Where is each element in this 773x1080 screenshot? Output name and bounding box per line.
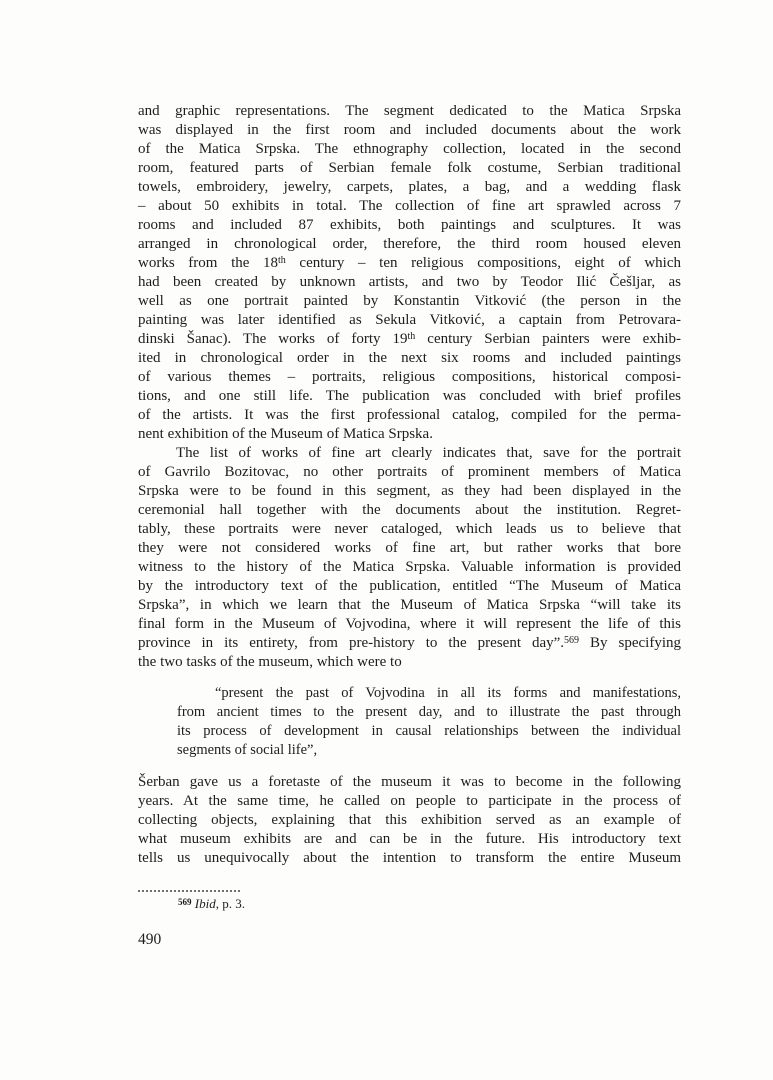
text-line: its process of development in causal relationships between the individual (177, 723, 681, 739)
text-line: by the introductory text of the publication, entitled “The Museum of Matica (138, 578, 681, 594)
text-line: works from the 18th century – ten religious compositions, eight of which (138, 255, 681, 271)
text-line: they were not considered works of fine art, but rather works that bore (138, 540, 681, 556)
text-line: of Gavrilo Bozitovac, no other portraits of prominent members of Matica (138, 464, 681, 480)
text-line: rooms and included 87 exhibits, both paintings and sculptures. It was (138, 217, 681, 233)
text-line: The list of works of fine art clearly indicates that, save for the portrait (176, 445, 681, 461)
text-line: segments of social life”, (177, 742, 318, 758)
text-line: Šerban gave us a foretaste of the museum it was to become in the following (138, 774, 681, 790)
footnote-area (138, 890, 681, 913)
text-line: of various themes – portraits, religious compositions, historical composi- (138, 369, 681, 385)
text-line: years. At the same time, he called on people to participate in the process of (138, 793, 681, 809)
text-line: tably, these portraits were never cataloged, which leads us to believe that (138, 521, 681, 537)
text-line: of the artists. It was the first professional catalog, compiled for the perma- (138, 407, 681, 423)
text-line: – about 50 exhibits in total. The collection of fine art sprawled across 7 (138, 198, 681, 214)
text-line: ceremonial hall together with the documents about the institution. Regret- (138, 502, 681, 518)
text-line: room, featured parts of Serbian female folk costume, Serbian traditional (138, 160, 681, 176)
footnote-separator (138, 890, 240, 892)
text-line: witness to the history of the Matica Srpska. Valuable information is provided (138, 559, 681, 575)
block-quote (177, 684, 681, 760)
text-line: tells us unequivocally about the intention to transform the entire Museum (138, 850, 681, 866)
text-line: was displayed in the first room and included documents about the work (138, 122, 681, 138)
text-line: arranged in chronological order, therefore, the third room housed eleven (138, 236, 681, 252)
paragraph-3 (138, 773, 681, 868)
footnote-text: $^{569}$ Ibid, p. 3. (178, 896, 245, 911)
text-content (138, 102, 681, 868)
text-line: well as one portrait painted by Konstantin Vitković (the person in the (138, 293, 681, 309)
page-number: 490 (138, 931, 162, 948)
text-line: tions, and one still life. The publication was concluded with brief profiles (138, 388, 681, 404)
paragraph-1 (138, 102, 681, 444)
text-line: and graphic representations. The segment dedicated to the Matica Srpska (138, 103, 681, 119)
text-line: what museum exhibits are and can be in the future. His introductory text (138, 831, 681, 847)
text-line: from ancient times to the present day, and to illustrate the past through (177, 704, 681, 720)
text-line: Srpska were to be found in this segment, as they had been displayed in the (138, 483, 681, 499)
text-line: dinski Šanac). The works of forty 19th century Serbian painters were exhib- (138, 331, 681, 347)
paragraph-2 (138, 444, 681, 672)
text-line: ited in chronological order in the next six rooms and included paintings (138, 350, 681, 366)
text-line: final form in the Museum of Vojvodina, where it will represent the life of this (138, 616, 681, 632)
text-line: province in its entirety, from pre-history to the present day”.$^{569}$ By specifying (138, 635, 681, 651)
text-line: the two tasks of the museum, which were to (138, 654, 402, 670)
text-line: painting was later identified as Sekula Vitković, a captain from Petrovara- (138, 312, 681, 328)
text-line: had been created by unknown artists, and two by Teodor Ilić Češljar, as (138, 274, 681, 290)
text-line: Srpska”, in which we learn that the Museum of Matica Srpska “will take its (138, 597, 681, 613)
text-line: towels, embroidery, jewelry, carpets, plates, a bag, and a wedding flask (138, 179, 681, 195)
text-line: nent exhibition of the Museum of Matica Srpska. (138, 426, 433, 442)
text-line: collecting objects, explaining that this exhibition served as an example of (138, 812, 681, 828)
text-line: of the Matica Srpska. The ethnography collection, located in the second (138, 141, 681, 157)
text-line: “present the past of Vojvodina in all its forms and manifestations, (215, 685, 681, 701)
